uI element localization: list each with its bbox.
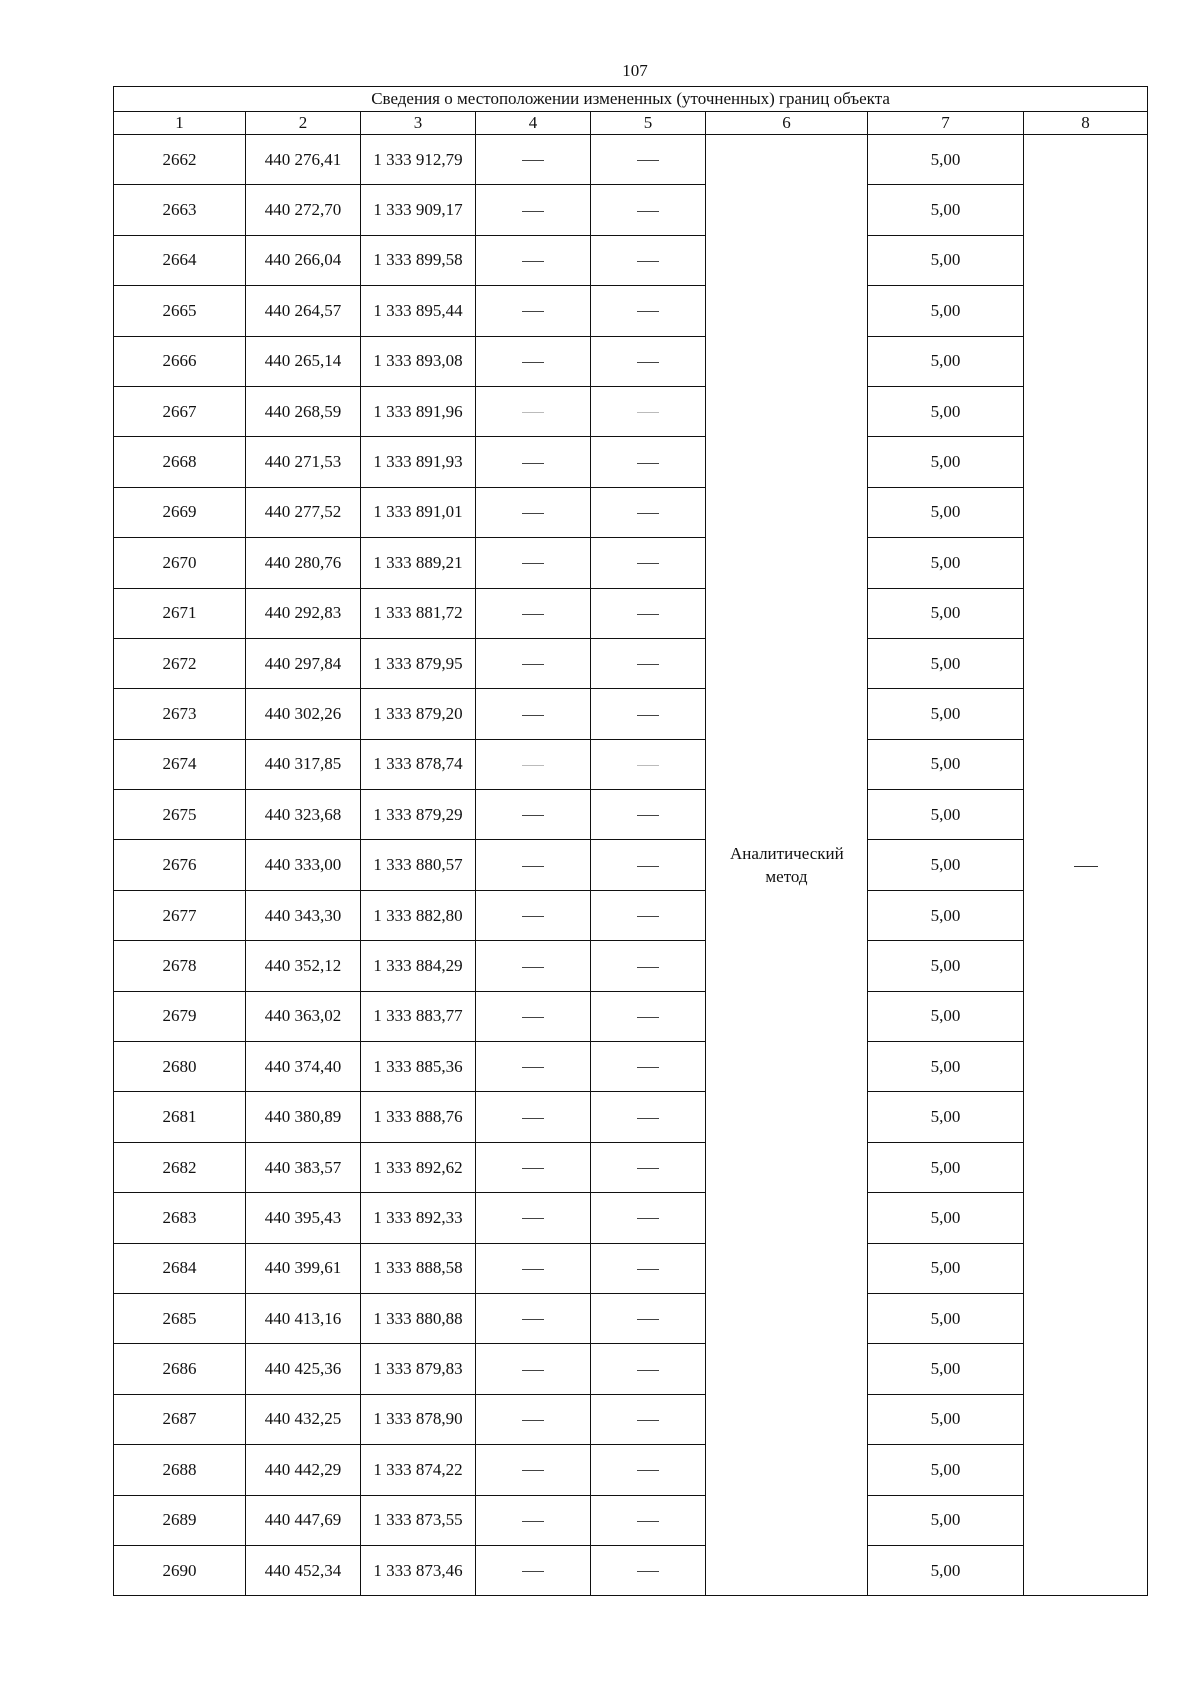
x-coordinate-cell: 440 302,26	[246, 689, 361, 739]
column-4-cell	[476, 1243, 591, 1293]
x-coordinate-cell: 440 395,43	[246, 1193, 361, 1243]
x-coordinate-cell: 440 425,36	[246, 1344, 361, 1394]
dash-mark	[522, 311, 544, 312]
table-row	[114, 135, 1148, 185]
table-row	[114, 1293, 1148, 1343]
column-4-cell	[476, 739, 591, 789]
table-row	[114, 790, 1148, 840]
dash-mark	[522, 1269, 544, 1270]
point-number-cell: 2679	[114, 991, 246, 1041]
point-number-cell: 2668	[114, 437, 246, 487]
table-row	[114, 1545, 1148, 1595]
precision-cell: 5,00	[868, 1142, 1024, 1192]
column-5-cell	[591, 1445, 706, 1495]
x-coordinate-cell: 440 432,25	[246, 1394, 361, 1444]
dash-mark	[637, 563, 659, 564]
column-4-cell	[476, 286, 591, 336]
table-row	[114, 840, 1148, 890]
y-coordinate-cell: 1 333 883,77	[361, 991, 476, 1041]
precision-cell: 5,00	[868, 135, 1024, 185]
dash-mark	[522, 463, 544, 464]
table-row	[114, 235, 1148, 285]
x-coordinate-cell: 440 271,53	[246, 437, 361, 487]
precision-cell: 5,00	[868, 1042, 1024, 1092]
column-4-cell	[476, 1495, 591, 1545]
column-5-cell	[591, 1344, 706, 1394]
x-coordinate-cell: 440 266,04	[246, 235, 361, 285]
point-number-cell: 2665	[114, 286, 246, 336]
y-coordinate-cell: 1 333 885,36	[361, 1042, 476, 1092]
precision-cell: 5,00	[868, 185, 1024, 235]
dash-mark	[637, 1420, 659, 1421]
precision-cell: 5,00	[868, 840, 1024, 890]
table-row	[114, 487, 1148, 537]
dash-mark	[522, 1168, 544, 1169]
column-5-cell	[591, 487, 706, 537]
dash-mark	[637, 1269, 659, 1270]
table-row	[114, 1042, 1148, 1092]
dash-mark	[522, 1218, 544, 1219]
y-coordinate-cell: 1 333 895,44	[361, 286, 476, 336]
column-number-row	[114, 112, 1148, 135]
point-number-cell: 2662	[114, 135, 246, 185]
point-number-cell: 2670	[114, 538, 246, 588]
y-coordinate-cell: 1 333 912,79	[361, 135, 476, 185]
table-row	[114, 638, 1148, 688]
y-coordinate-cell: 1 333 880,57	[361, 840, 476, 890]
column-5-cell	[591, 890, 706, 940]
column-number-1: 1	[114, 112, 246, 135]
y-coordinate-cell: 1 333 873,55	[361, 1495, 476, 1545]
precision-cell: 5,00	[868, 991, 1024, 1041]
point-number-cell: 2688	[114, 1445, 246, 1495]
table-row	[114, 588, 1148, 638]
table-title: Сведения о местоположении измененных (уточненных) границ объекта	[114, 87, 1148, 112]
column-5-cell	[591, 638, 706, 688]
table-row	[114, 1344, 1148, 1394]
column-4-cell	[476, 840, 591, 890]
column-4-cell	[476, 336, 591, 386]
dash-mark	[637, 311, 659, 312]
y-coordinate-cell: 1 333 873,46	[361, 1545, 476, 1595]
dash-mark	[637, 1470, 659, 1471]
table-row	[114, 890, 1148, 940]
precision-cell: 5,00	[868, 1394, 1024, 1444]
precision-cell: 5,00	[868, 588, 1024, 638]
x-coordinate-cell: 440 383,57	[246, 1142, 361, 1192]
x-coordinate-cell: 440 413,16	[246, 1293, 361, 1343]
column-4-cell	[476, 235, 591, 285]
x-coordinate-cell: 440 343,30	[246, 890, 361, 940]
column-5-cell	[591, 135, 706, 185]
x-coordinate-cell: 440 363,02	[246, 991, 361, 1041]
dash-mark	[522, 513, 544, 514]
column-number-8: 8	[1024, 112, 1148, 135]
dash-mark	[637, 866, 659, 867]
precision-cell: 5,00	[868, 739, 1024, 789]
dash-mark	[637, 513, 659, 514]
x-coordinate-cell: 440 272,70	[246, 185, 361, 235]
table-row	[114, 386, 1148, 436]
point-number-cell: 2672	[114, 638, 246, 688]
dash-mark	[637, 1067, 659, 1068]
x-coordinate-cell: 440 277,52	[246, 487, 361, 537]
x-coordinate-cell: 440 442,29	[246, 1445, 361, 1495]
column-8-cell	[1024, 135, 1148, 1596]
dash-mark	[522, 1017, 544, 1018]
dash-mark	[637, 412, 659, 413]
dash-mark	[637, 765, 659, 766]
x-coordinate-cell: 440 317,85	[246, 739, 361, 789]
dash-mark	[522, 967, 544, 968]
y-coordinate-cell: 1 333 879,95	[361, 638, 476, 688]
precision-cell: 5,00	[868, 890, 1024, 940]
precision-cell: 5,00	[868, 538, 1024, 588]
column-5-cell	[591, 1545, 706, 1595]
table-row	[114, 1092, 1148, 1142]
column-4-cell	[476, 1545, 591, 1595]
column-number-7: 7	[868, 112, 1024, 135]
column-4-cell	[476, 1394, 591, 1444]
dash-mark	[637, 614, 659, 615]
table-row	[114, 286, 1148, 336]
x-coordinate-cell: 440 380,89	[246, 1092, 361, 1142]
point-number-cell: 2678	[114, 941, 246, 991]
point-number-cell: 2687	[114, 1394, 246, 1444]
precision-cell: 5,00	[868, 790, 1024, 840]
column-5-cell	[591, 1142, 706, 1192]
table-row	[114, 739, 1148, 789]
table-row	[114, 991, 1148, 1041]
dash-mark	[522, 1420, 544, 1421]
point-number-cell: 2669	[114, 487, 246, 537]
dash-mark	[1074, 866, 1098, 867]
y-coordinate-cell: 1 333 879,20	[361, 689, 476, 739]
column-5-cell	[591, 739, 706, 789]
dash-mark	[522, 211, 544, 212]
y-coordinate-cell: 1 333 888,76	[361, 1092, 476, 1142]
dash-mark	[522, 412, 544, 413]
point-number-cell: 2682	[114, 1142, 246, 1192]
y-coordinate-cell: 1 333 878,74	[361, 739, 476, 789]
table-row	[114, 1495, 1148, 1545]
precision-cell: 5,00	[868, 1293, 1024, 1343]
point-number-cell: 2680	[114, 1042, 246, 1092]
table-title-row	[114, 87, 1148, 112]
precision-cell: 5,00	[868, 1495, 1024, 1545]
x-coordinate-cell: 440 280,76	[246, 538, 361, 588]
table-row	[114, 1445, 1148, 1495]
dash-mark	[522, 664, 544, 665]
precision-cell: 5,00	[868, 689, 1024, 739]
column-5-cell	[591, 1243, 706, 1293]
x-coordinate-cell: 440 264,57	[246, 286, 361, 336]
column-5-cell	[591, 1193, 706, 1243]
point-number-cell: 2684	[114, 1243, 246, 1293]
y-coordinate-cell: 1 333 891,96	[361, 386, 476, 436]
dash-mark	[637, 160, 659, 161]
column-4-cell	[476, 1445, 591, 1495]
precision-cell: 5,00	[868, 1193, 1024, 1243]
column-4-cell	[476, 1344, 591, 1394]
point-number-cell: 2666	[114, 336, 246, 386]
dash-mark	[637, 664, 659, 665]
column-5-cell	[591, 840, 706, 890]
precision-cell: 5,00	[868, 638, 1024, 688]
column-5-cell	[591, 235, 706, 285]
column-5-cell	[591, 336, 706, 386]
column-4-cell	[476, 1142, 591, 1192]
point-number-cell: 2681	[114, 1092, 246, 1142]
column-5-cell	[591, 1394, 706, 1444]
column-5-cell	[591, 1293, 706, 1343]
x-coordinate-cell: 440 276,41	[246, 135, 361, 185]
dash-mark	[522, 1118, 544, 1119]
y-coordinate-cell: 1 333 899,58	[361, 235, 476, 285]
y-coordinate-cell: 1 333 889,21	[361, 538, 476, 588]
column-4-cell	[476, 538, 591, 588]
dash-mark	[637, 1168, 659, 1169]
column-number-6: 6	[706, 112, 868, 135]
column-4-cell	[476, 1042, 591, 1092]
column-5-cell	[591, 185, 706, 235]
column-4-cell	[476, 386, 591, 436]
point-number-cell: 2675	[114, 790, 246, 840]
column-4-cell	[476, 941, 591, 991]
x-coordinate-cell: 440 452,34	[246, 1545, 361, 1595]
dash-mark	[637, 1118, 659, 1119]
x-coordinate-cell: 440 333,00	[246, 840, 361, 890]
column-4-cell	[476, 1293, 591, 1343]
dash-mark	[637, 916, 659, 917]
y-coordinate-cell: 1 333 884,29	[361, 941, 476, 991]
column-4-cell	[476, 588, 591, 638]
precision-cell: 5,00	[868, 1092, 1024, 1142]
point-number-cell: 2676	[114, 840, 246, 890]
y-coordinate-cell: 1 333 880,88	[361, 1293, 476, 1343]
dash-mark	[522, 815, 544, 816]
precision-cell: 5,00	[868, 336, 1024, 386]
column-5-cell	[591, 790, 706, 840]
dash-mark	[637, 463, 659, 464]
y-coordinate-cell: 1 333 878,90	[361, 1394, 476, 1444]
x-coordinate-cell: 440 374,40	[246, 1042, 361, 1092]
column-4-cell	[476, 790, 591, 840]
table-row	[114, 538, 1148, 588]
method-cell: Аналитический метод	[706, 135, 868, 1596]
column-5-cell	[591, 1495, 706, 1545]
dash-mark	[637, 815, 659, 816]
point-number-cell: 2689	[114, 1495, 246, 1545]
dash-mark	[522, 614, 544, 615]
dash-mark	[522, 160, 544, 161]
y-coordinate-cell: 1 333 879,83	[361, 1344, 476, 1394]
column-5-cell	[591, 286, 706, 336]
table-row	[114, 689, 1148, 739]
precision-cell: 5,00	[868, 386, 1024, 436]
dash-mark	[522, 362, 544, 363]
x-coordinate-cell: 440 297,84	[246, 638, 361, 688]
point-number-cell: 2663	[114, 185, 246, 235]
dash-mark	[522, 1470, 544, 1471]
table-row	[114, 1142, 1148, 1192]
dash-mark	[522, 1319, 544, 1320]
precision-cell: 5,00	[868, 487, 1024, 537]
column-4-cell	[476, 437, 591, 487]
precision-cell: 5,00	[868, 941, 1024, 991]
column-5-cell	[591, 437, 706, 487]
column-5-cell	[591, 1042, 706, 1092]
column-5-cell	[591, 991, 706, 1041]
dash-mark	[637, 1218, 659, 1219]
dash-mark	[637, 1571, 659, 1572]
column-number-4: 4	[476, 112, 591, 135]
y-coordinate-cell: 1 333 892,62	[361, 1142, 476, 1192]
point-number-cell: 2685	[114, 1293, 246, 1343]
point-number-cell: 2664	[114, 235, 246, 285]
point-number-cell: 2673	[114, 689, 246, 739]
dash-mark	[637, 362, 659, 363]
dash-mark	[522, 1067, 544, 1068]
point-number-cell: 2671	[114, 588, 246, 638]
table-row	[114, 941, 1148, 991]
column-number-5: 5	[591, 112, 706, 135]
dash-mark	[522, 1370, 544, 1371]
y-coordinate-cell: 1 333 892,33	[361, 1193, 476, 1243]
dash-mark	[522, 1521, 544, 1522]
y-coordinate-cell: 1 333 891,01	[361, 487, 476, 537]
x-coordinate-cell: 440 265,14	[246, 336, 361, 386]
column-number-2: 2	[246, 112, 361, 135]
column-5-cell	[591, 941, 706, 991]
column-5-cell	[591, 386, 706, 436]
dash-mark	[522, 563, 544, 564]
point-number-cell: 2690	[114, 1545, 246, 1595]
dash-mark	[522, 261, 544, 262]
column-4-cell	[476, 638, 591, 688]
dash-mark	[522, 1571, 544, 1572]
column-5-cell	[591, 689, 706, 739]
column-4-cell	[476, 135, 591, 185]
dash-mark	[637, 1319, 659, 1320]
dash-mark	[522, 916, 544, 917]
column-5-cell	[591, 1092, 706, 1142]
y-coordinate-cell: 1 333 879,29	[361, 790, 476, 840]
table-row	[114, 336, 1148, 386]
column-number-3: 3	[361, 112, 476, 135]
dash-mark	[637, 261, 659, 262]
y-coordinate-cell: 1 333 881,72	[361, 588, 476, 638]
precision-cell: 5,00	[868, 1545, 1024, 1595]
page-number: 107	[622, 61, 648, 80]
boundary-coordinates-table	[113, 86, 1148, 1596]
dash-mark	[637, 967, 659, 968]
y-coordinate-cell: 1 333 874,22	[361, 1445, 476, 1495]
table-row	[114, 437, 1148, 487]
precision-cell: 5,00	[868, 437, 1024, 487]
x-coordinate-cell: 440 399,61	[246, 1243, 361, 1293]
table-row	[114, 1193, 1148, 1243]
column-5-cell	[591, 538, 706, 588]
x-coordinate-cell: 440 447,69	[246, 1495, 361, 1545]
dash-mark	[637, 1017, 659, 1018]
dash-mark	[522, 765, 544, 766]
column-4-cell	[476, 890, 591, 940]
precision-cell: 5,00	[868, 1344, 1024, 1394]
point-number-cell: 2674	[114, 739, 246, 789]
x-coordinate-cell: 440 292,83	[246, 588, 361, 638]
table-row	[114, 1243, 1148, 1293]
table-body	[114, 87, 1148, 1596]
y-coordinate-cell: 1 333 891,93	[361, 437, 476, 487]
point-number-cell: 2686	[114, 1344, 246, 1394]
column-4-cell	[476, 1193, 591, 1243]
table-row	[114, 185, 1148, 235]
dash-mark	[637, 1370, 659, 1371]
precision-cell: 5,00	[868, 1243, 1024, 1293]
x-coordinate-cell: 440 352,12	[246, 941, 361, 991]
dash-mark	[637, 1521, 659, 1522]
table-row	[114, 1394, 1148, 1444]
point-number-cell: 2677	[114, 890, 246, 940]
x-coordinate-cell: 440 268,59	[246, 386, 361, 436]
column-4-cell	[476, 487, 591, 537]
column-4-cell	[476, 185, 591, 235]
x-coordinate-cell: 440 323,68	[246, 790, 361, 840]
point-number-cell: 2683	[114, 1193, 246, 1243]
column-5-cell	[591, 588, 706, 638]
column-4-cell	[476, 689, 591, 739]
column-4-cell	[476, 991, 591, 1041]
column-4-cell	[476, 1092, 591, 1142]
precision-cell: 5,00	[868, 286, 1024, 336]
y-coordinate-cell: 1 333 909,17	[361, 185, 476, 235]
dash-mark	[637, 715, 659, 716]
precision-cell: 5,00	[868, 1445, 1024, 1495]
precision-cell: 5,00	[868, 235, 1024, 285]
point-number-cell: 2667	[114, 386, 246, 436]
dash-mark	[637, 211, 659, 212]
dash-mark	[522, 715, 544, 716]
y-coordinate-cell: 1 333 888,58	[361, 1243, 476, 1293]
y-coordinate-cell: 1 333 893,08	[361, 336, 476, 386]
dash-mark	[522, 866, 544, 867]
y-coordinate-cell: 1 333 882,80	[361, 890, 476, 940]
